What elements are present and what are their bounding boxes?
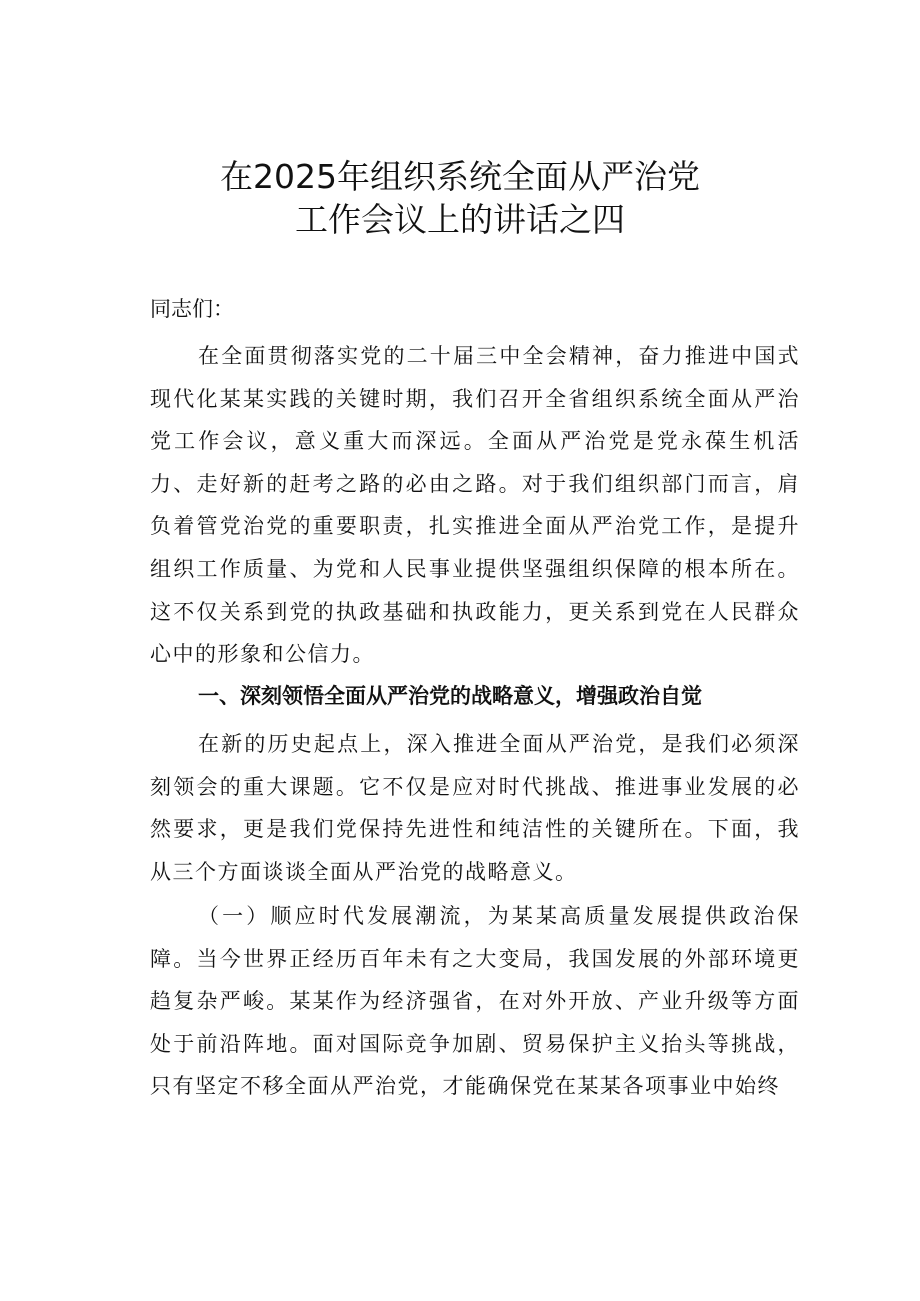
body-paragraph-intro: 在全面贯彻落实党的二十届三中全会精神，奋力推进中国式现代化某某实践的关键时期，我们召开全省组织系统全面从严治党工作会议，意义重大而深远。全面从严治党是党永葆生机活力、走好新的赶考之路的必由之路。对于我们组织部门而言，肩负着管党治党的重要职责，扎实推进全面从严治党工作，是提升组织工作质量、为党和人民事业提供坚强组织保障的根本所在。这不仅关系到党的执政基础和执政能力，更关系到党在人民群众心中的形象和公信力。 xyxy=(150,344,800,667)
document-title-line-1: 在2025年组织系统全面从严治党 xyxy=(220,157,700,196)
section-heading-1: 一、深刻领悟全面从严治党的战略意义，增强政治自觉 xyxy=(198,684,702,708)
body-paragraph-subsection-1: （一）顺应时代发展潮流，为某某高质量发展提供政治保障。当今世界正经历百年未有之大变局，我国发展的外部环境更趋复杂严峻。某某作为经济强省，在对外开放、产业升级等方面处于前沿阵地。面对国际竞争加剧、贸易保护主义抬头等挑战，只有坚定不移全面从严治党，才能确保党在某某各项事业中始终 xyxy=(150,904,800,1099)
salutation: 同志们： xyxy=(150,297,234,321)
document-title-line-2: 工作会议上的讲话之四 xyxy=(295,200,625,239)
body-paragraph-section-intro: 在新的历史起点上，深入推进全面从严治党，是我们必须深刻领会的重大课题。它不仅是应对时代挑战、推进事业发展的必然要求，更是我们党保持先进性和纯洁性的关键所在。下面，我从三个方面谈谈全面从严治党的战略意义。 xyxy=(150,732,800,884)
